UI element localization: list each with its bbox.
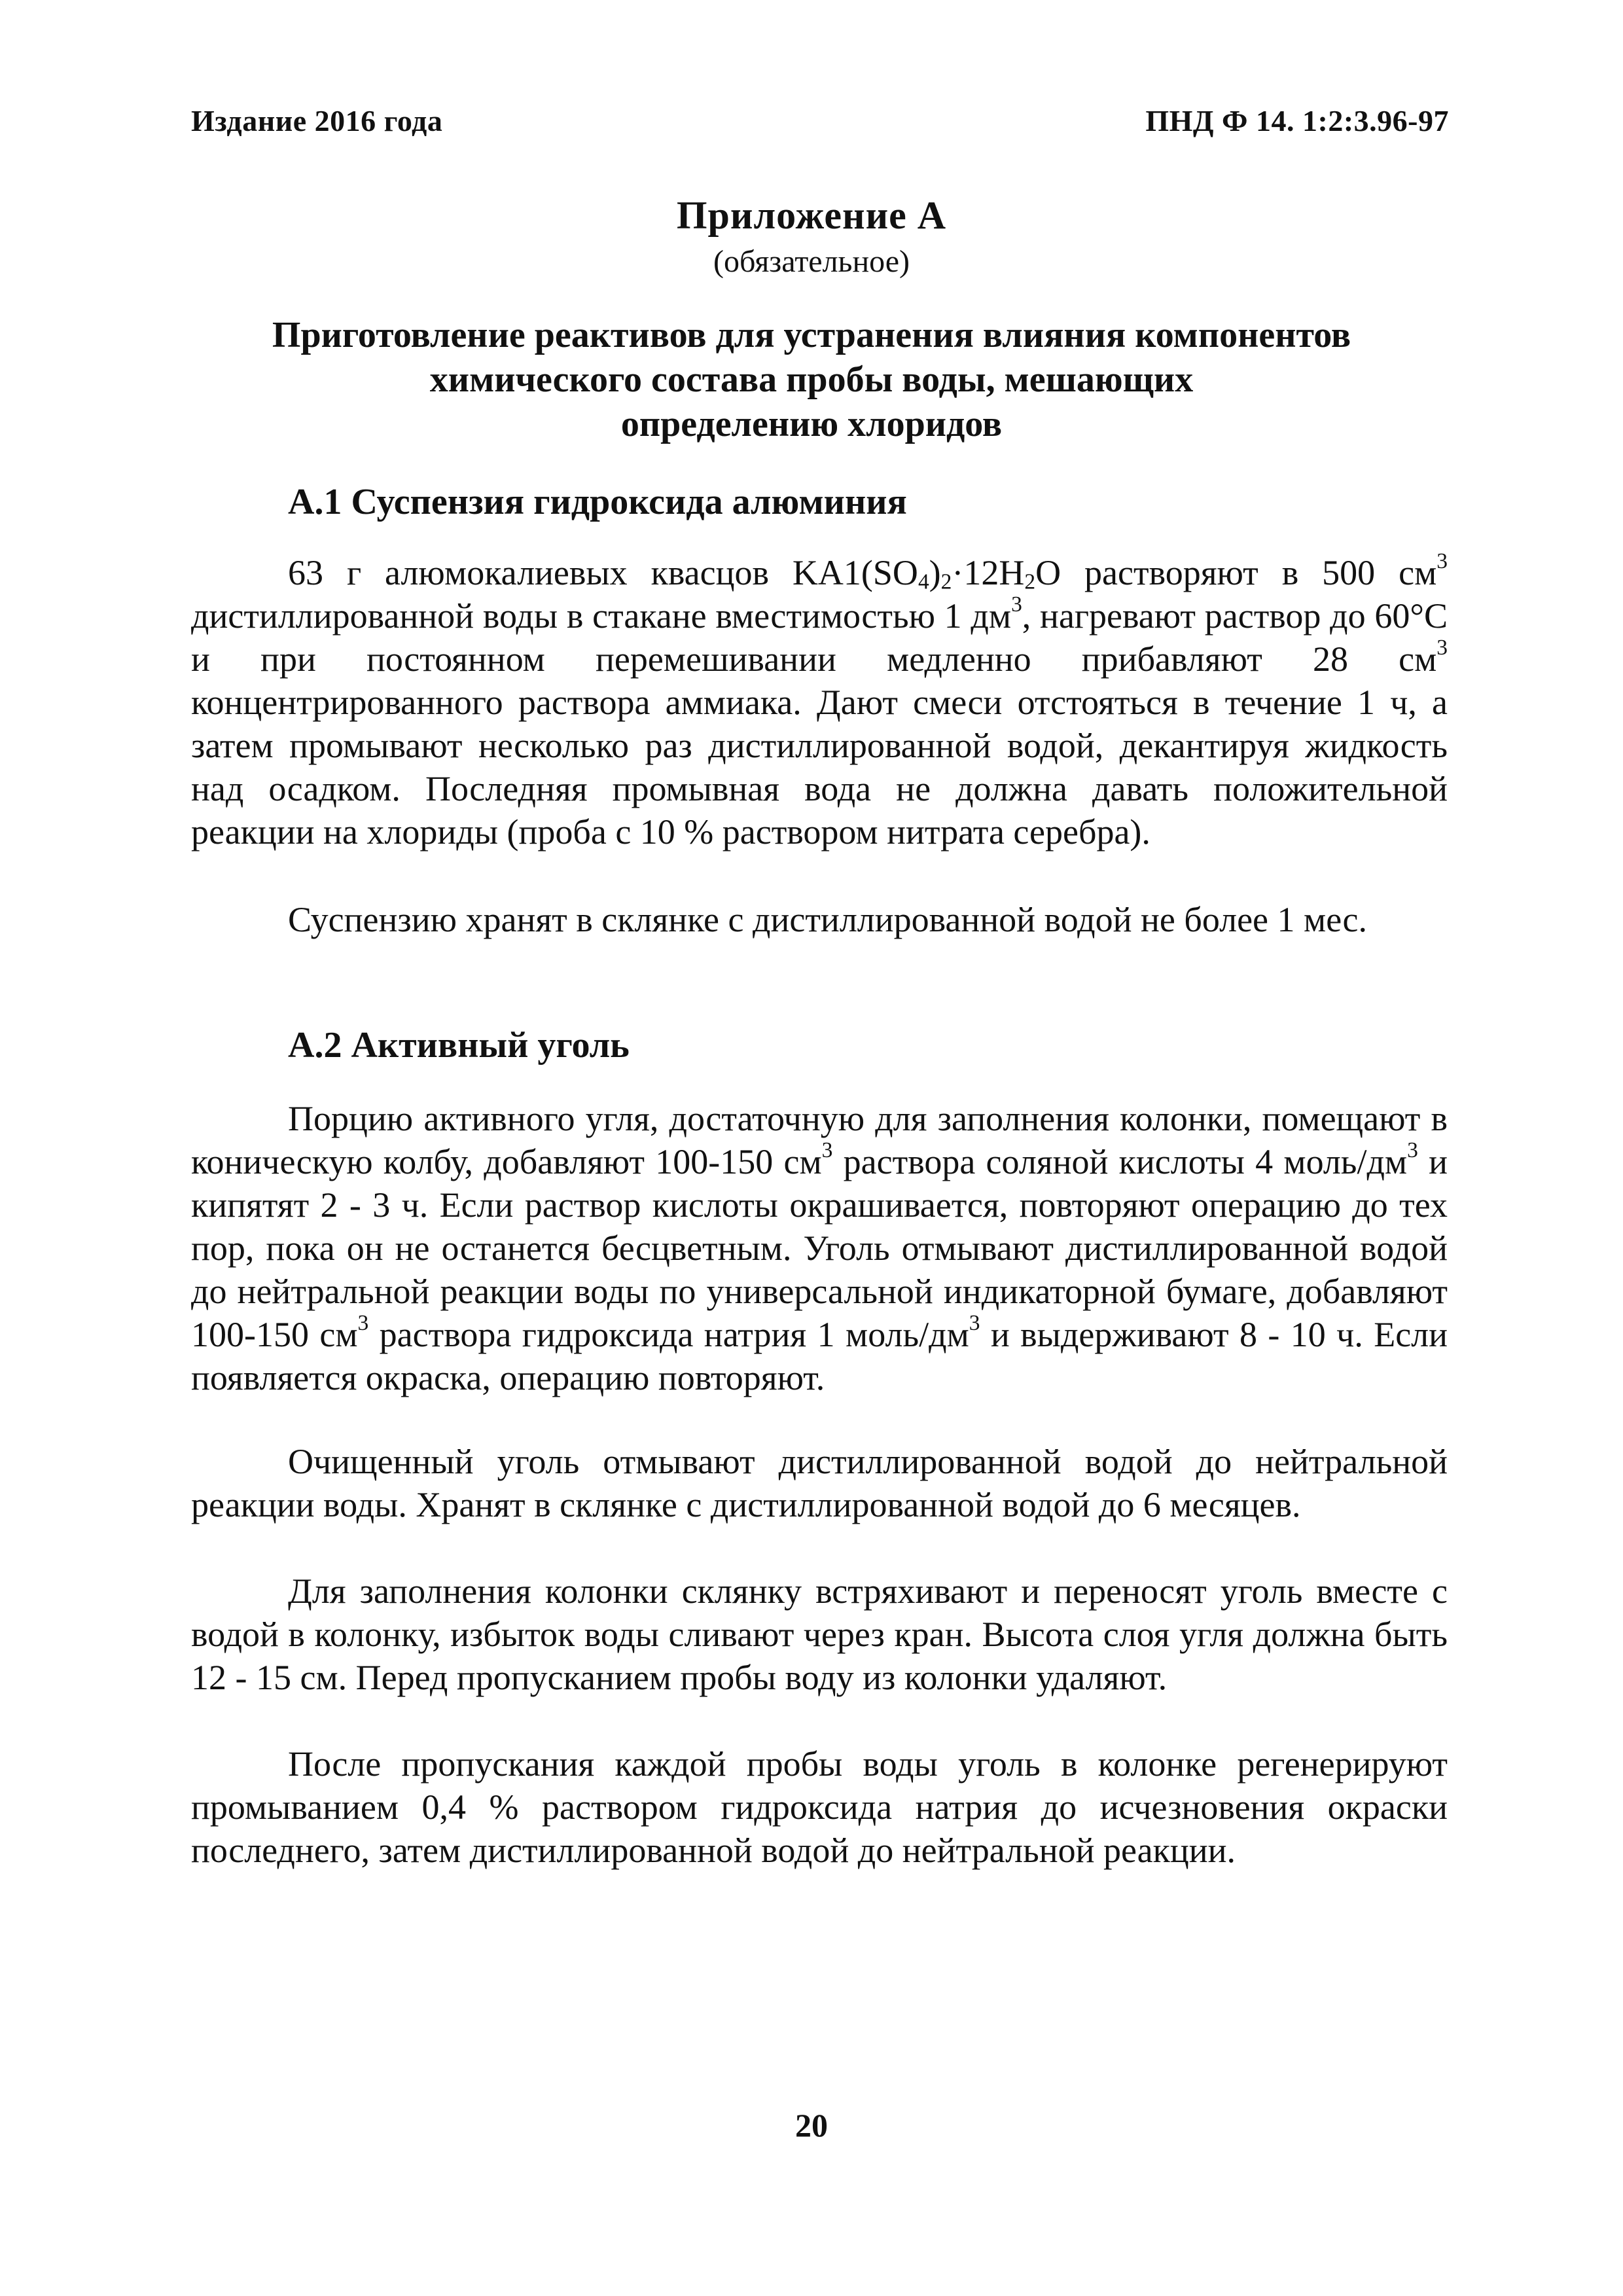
section-a2-paragraph-2: Очищенный уголь отмывают дистиллированной водой до нейтральной реакции воды. Хранят в склянке с дистиллированной водой до 6 месяцев. — [191, 1442, 1448, 1524]
appendix-status: (обязательное) — [713, 244, 910, 279]
document-title — [0, 313, 1623, 446]
document-title-line-2: химического состава пробы воды, мешающих — [429, 359, 1194, 400]
document-title-line-1: Приготовление реактивов для устранения влияния компонентов — [272, 315, 1351, 355]
section-a2-paragraph-3: Для заполнения колонки склянку встряхивают и переносят уголь вместе с водой в колонку, избыток воды сливают через кран. Высота слоя угля должна быть 12 - 15 см. Перед пропусканием пробы воду из колонки удаляют. — [191, 1571, 1448, 1697]
section-a1-paragraph-2: Суспензию хранят в склянке с дистиллированной водой не более 1 мес. — [288, 900, 1367, 939]
section-a2-paragraph-1: Порцию активного угля, достаточную для заполнения колонки, помещают в коническую колбу, добавляют 100-150 $см^3$ раствора соляной кислоты 4 моль/$дм^3$ и кипятят 2 - 3 ч. Если раствор кислоты окрашивается, повторяют операцию до тех пор, пока он не останется бесцветным. Уголь отмывают дистиллированной водой до нейтральной реакции воды по универсальной индикаторной бумаге, добавляют 100-150 $см^3$ раствора гидроксида натрия 1 моль/$дм^3$ и выдерживают 8 - 10 ч. Если появляется окраска, операцию повторяют. — [191, 1099, 1448, 1397]
document-title-line-3: определению хлоридов — [620, 404, 1003, 444]
document-code: ПНД Ф 14. 1:2:3.96-97 — [1145, 104, 1449, 137]
section-a2-heading: А.2 Активный уголь — [288, 1025, 630, 1066]
page-number: 20 — [795, 2107, 828, 2144]
edition-label: Издание 2016 года — [191, 104, 443, 137]
section-a1-heading: А.1 Суспензия гидроксида алюминия — [288, 482, 907, 522]
section-a2-paragraph-4: После пропускания каждой пробы воды уголь в колонке регенерируют промыванием 0,4 % раствором гидроксида натрия до исчезновения окраски последнего, затем дистиллированной водой до нейтральной реакции. — [191, 1744, 1448, 1870]
section-a1-paragraph-1: 63 г алюмокалиевых квасцов $KA1(SO_4)_2\cdot 12H_2O$ растворяют в 500 $см^3$ дистиллированной воды в стакане вместимостью 1 $дм^3$, нагревают раствор до 60°С и при постоянном перемешивании медленно прибавляют 28 $см^3$ концентрированного раствора аммиака. Дают смеси отстояться в течение 1 ч, а затем промывают несколько раз дистиллированной водой, декантируя жидкость над осадком. Последняя промывная вода не должна давать положительной реакции на хлориды (проба с 10 % раствором нитрата серебра). — [191, 548, 1448, 852]
appendix-title: Приложение А — [676, 194, 947, 237]
